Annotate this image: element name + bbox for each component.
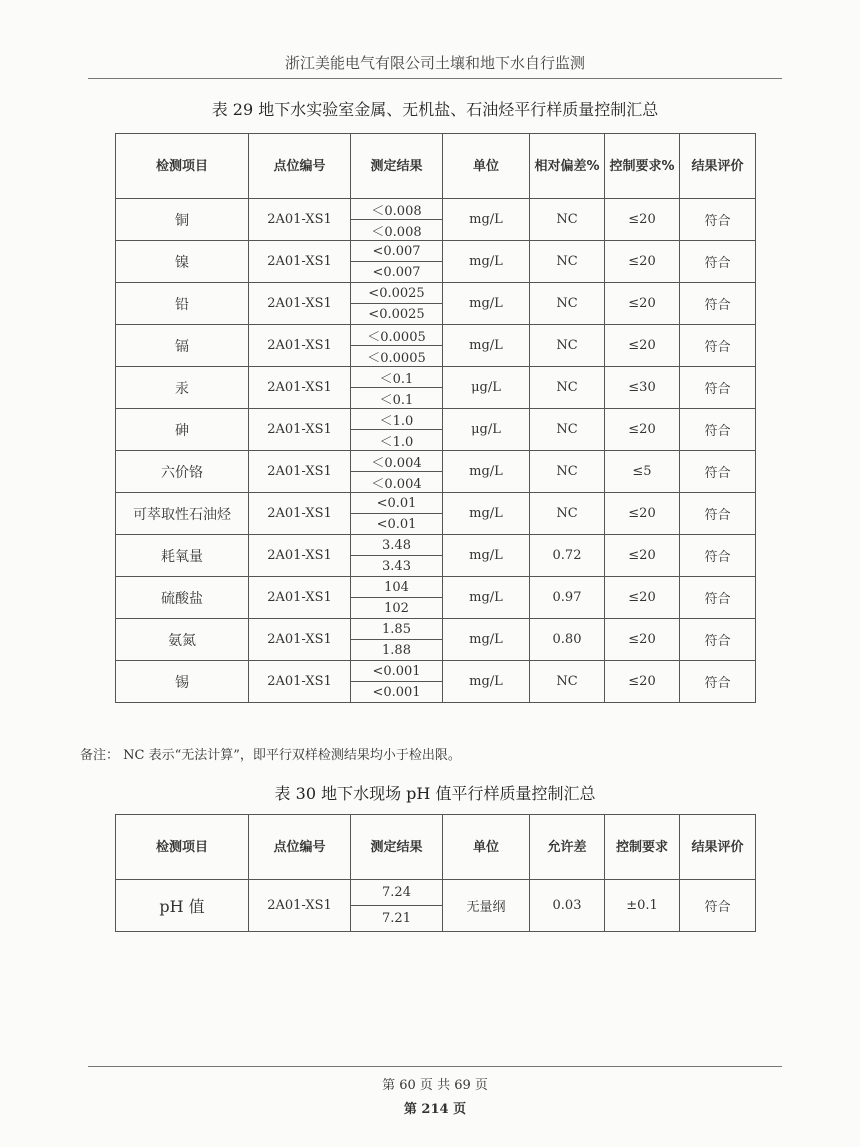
table-row xyxy=(116,451,756,472)
point-cell: 2A01-XS1 xyxy=(249,241,351,283)
requirement-cell: ≤20 xyxy=(605,325,680,367)
unit-cell: mg/L xyxy=(443,325,530,367)
unit-cell: mg/L xyxy=(443,577,530,619)
evaluation-cell: 符合 xyxy=(680,199,756,241)
footer-divider xyxy=(88,1066,782,1067)
item-cell: 汞 xyxy=(116,367,249,409)
evaluation-cell: 符合 xyxy=(680,577,756,619)
item-cell: 氨氮 xyxy=(116,619,249,661)
result-1-cell: 3.48 xyxy=(351,535,443,556)
item-cell: pH 值 xyxy=(116,880,249,932)
requirement-cell: ≤20 xyxy=(605,493,680,535)
result-1-cell: <0.0025 xyxy=(351,283,443,304)
point-cell: 2A01-XS1 xyxy=(249,451,351,493)
point-cell: 2A01-XS1 xyxy=(249,283,351,325)
table29 xyxy=(115,133,756,703)
table-row xyxy=(116,880,756,906)
table-row xyxy=(116,325,756,346)
requirement-cell: ≤20 xyxy=(605,577,680,619)
result-1-cell: <0.007 xyxy=(351,241,443,262)
evaluation-cell: 符合 xyxy=(680,880,756,932)
unit-cell: 无量纲 xyxy=(443,880,530,932)
deviation-cell: NC xyxy=(530,661,605,703)
result-1-cell: ＜0.004 xyxy=(351,451,443,472)
item-cell: 镍 xyxy=(116,241,249,283)
unit-cell: μg/L xyxy=(443,409,530,451)
requirement-cell: ≤20 xyxy=(605,619,680,661)
result-2-cell: <0.0025 xyxy=(351,304,443,325)
unit-cell: mg/L xyxy=(443,283,530,325)
result-2-cell: 7.21 xyxy=(351,906,443,932)
table29-body xyxy=(116,199,756,703)
evaluation-cell: 符合 xyxy=(680,661,756,703)
col-header: 控制要求 xyxy=(605,815,680,880)
unit-cell: mg/L xyxy=(443,619,530,661)
table29-title: 表 29 地下水实验室金属、无机盐、石油烃平行样质量控制汇总 xyxy=(211,100,659,119)
table30-body xyxy=(116,880,756,932)
evaluation-cell: 符合 xyxy=(680,325,756,367)
col-header: 结果评价 xyxy=(680,134,756,199)
requirement-cell: ≤20 xyxy=(605,661,680,703)
result-2-cell: ＜0.0005 xyxy=(351,346,443,367)
point-cell: 2A01-XS1 xyxy=(249,619,351,661)
deviation-cell: 0.03 xyxy=(530,880,605,932)
evaluation-cell: 符合 xyxy=(680,409,756,451)
result-1-cell: 1.85 xyxy=(351,619,443,640)
total-page-number: 第 214 页 xyxy=(403,1102,467,1117)
result-2-cell: ＜0.004 xyxy=(351,472,443,493)
table-row xyxy=(116,535,756,556)
item-cell: 铅 xyxy=(116,283,249,325)
point-cell: 2A01-XS1 xyxy=(249,325,351,367)
table-row xyxy=(116,409,756,430)
unit-cell: mg/L xyxy=(443,661,530,703)
result-1-cell: <0.01 xyxy=(351,493,443,514)
col-header: 点位编号 xyxy=(249,815,351,880)
deviation-cell: NC xyxy=(530,367,605,409)
deviation-cell: NC xyxy=(530,451,605,493)
unit-cell: mg/L xyxy=(443,241,530,283)
page-header: 浙江美能电气有限公司土壤和地下水自行监测 xyxy=(88,52,782,79)
result-1-cell: ＜0.0005 xyxy=(351,325,443,346)
table-row xyxy=(116,199,756,220)
unit-cell: mg/L xyxy=(443,493,530,535)
item-cell: 六价铬 xyxy=(116,451,249,493)
requirement-cell: ±0.1 xyxy=(605,880,680,932)
table29-note: 备注： NC 表示“无法计算”，即平行双样检测结果均小于检出限。 xyxy=(80,748,461,763)
evaluation-cell: 符合 xyxy=(680,241,756,283)
evaluation-cell: 符合 xyxy=(680,283,756,325)
col-header: 结果评价 xyxy=(680,815,756,880)
result-2-cell: <0.001 xyxy=(351,682,443,703)
deviation-cell: NC xyxy=(530,325,605,367)
requirement-cell: ≤20 xyxy=(605,283,680,325)
table-row xyxy=(116,241,756,262)
result-1-cell: <0.001 xyxy=(351,661,443,682)
result-2-cell: 1.88 xyxy=(351,640,443,661)
item-cell: 砷 xyxy=(116,409,249,451)
deviation-cell: NC xyxy=(530,241,605,283)
table29-header-row xyxy=(116,134,756,199)
unit-cell: mg/L xyxy=(443,535,530,577)
deviation-cell: 0.97 xyxy=(530,577,605,619)
requirement-cell: ≤30 xyxy=(605,367,680,409)
evaluation-cell: 符合 xyxy=(680,367,756,409)
col-header: 测定结果 xyxy=(351,815,443,880)
result-2-cell: 102 xyxy=(351,598,443,619)
table-row xyxy=(116,283,756,304)
unit-cell: μg/L xyxy=(443,367,530,409)
unit-cell: mg/L xyxy=(443,451,530,493)
evaluation-cell: 符合 xyxy=(680,535,756,577)
deviation-cell: NC xyxy=(530,409,605,451)
result-1-cell: ＜1.0 xyxy=(351,409,443,430)
point-cell: 2A01-XS1 xyxy=(249,367,351,409)
deviation-cell: NC xyxy=(530,283,605,325)
deviation-cell: 0.80 xyxy=(530,619,605,661)
requirement-cell: ≤5 xyxy=(605,451,680,493)
requirement-cell: ≤20 xyxy=(605,199,680,241)
col-header: 相对偏差% xyxy=(530,134,605,199)
table-row xyxy=(116,367,756,388)
point-cell: 2A01-XS1 xyxy=(249,199,351,241)
col-header: 允许差 xyxy=(530,815,605,880)
item-cell: 锡 xyxy=(116,661,249,703)
col-header: 检测项目 xyxy=(116,134,249,199)
col-header: 测定结果 xyxy=(351,134,443,199)
col-header: 点位编号 xyxy=(249,134,351,199)
col-header: 单位 xyxy=(443,134,530,199)
point-cell: 2A01-XS1 xyxy=(249,535,351,577)
item-cell: 硫酸盐 xyxy=(116,577,249,619)
col-header: 检测项目 xyxy=(116,815,249,880)
deviation-cell: NC xyxy=(530,199,605,241)
point-cell: 2A01-XS1 xyxy=(249,409,351,451)
result-2-cell: <0.01 xyxy=(351,514,443,535)
col-header: 单位 xyxy=(443,815,530,880)
deviation-cell: 0.72 xyxy=(530,535,605,577)
point-cell: 2A01-XS1 xyxy=(249,577,351,619)
page-number: 第 60 页 共 69 页 xyxy=(382,1078,488,1093)
result-1-cell: ＜0.008 xyxy=(351,199,443,220)
item-cell: 耗氧量 xyxy=(116,535,249,577)
point-cell: 2A01-XS1 xyxy=(249,880,351,932)
table30 xyxy=(115,814,756,932)
deviation-cell: NC xyxy=(530,493,605,535)
evaluation-cell: 符合 xyxy=(680,619,756,661)
result-2-cell: ＜1.0 xyxy=(351,430,443,451)
evaluation-cell: 符合 xyxy=(680,451,756,493)
unit-cell: mg/L xyxy=(443,199,530,241)
point-cell: 2A01-XS1 xyxy=(249,661,351,703)
table-row xyxy=(116,661,756,682)
table-row xyxy=(116,619,756,640)
result-1-cell: 7.24 xyxy=(351,880,443,906)
item-cell: 铜 xyxy=(116,199,249,241)
col-header: 控制要求% xyxy=(605,134,680,199)
result-1-cell: ＜0.1 xyxy=(351,367,443,388)
table30-title: 表 30 地下水现场 pH 值平行样质量控制汇总 xyxy=(274,784,596,803)
point-cell: 2A01-XS1 xyxy=(249,493,351,535)
result-1-cell: 104 xyxy=(351,577,443,598)
requirement-cell: ≤20 xyxy=(605,409,680,451)
table-row xyxy=(116,493,756,514)
table-row xyxy=(116,577,756,598)
item-cell: 可萃取性石油烃 xyxy=(116,493,249,535)
table30-header-row xyxy=(116,815,756,880)
result-2-cell: 3.43 xyxy=(351,556,443,577)
requirement-cell: ≤20 xyxy=(605,241,680,283)
result-2-cell: ＜0.008 xyxy=(351,220,443,241)
result-2-cell: <0.007 xyxy=(351,262,443,283)
item-cell: 镉 xyxy=(116,325,249,367)
requirement-cell: ≤20 xyxy=(605,535,680,577)
result-2-cell: ＜0.1 xyxy=(351,388,443,409)
evaluation-cell: 符合 xyxy=(680,493,756,535)
